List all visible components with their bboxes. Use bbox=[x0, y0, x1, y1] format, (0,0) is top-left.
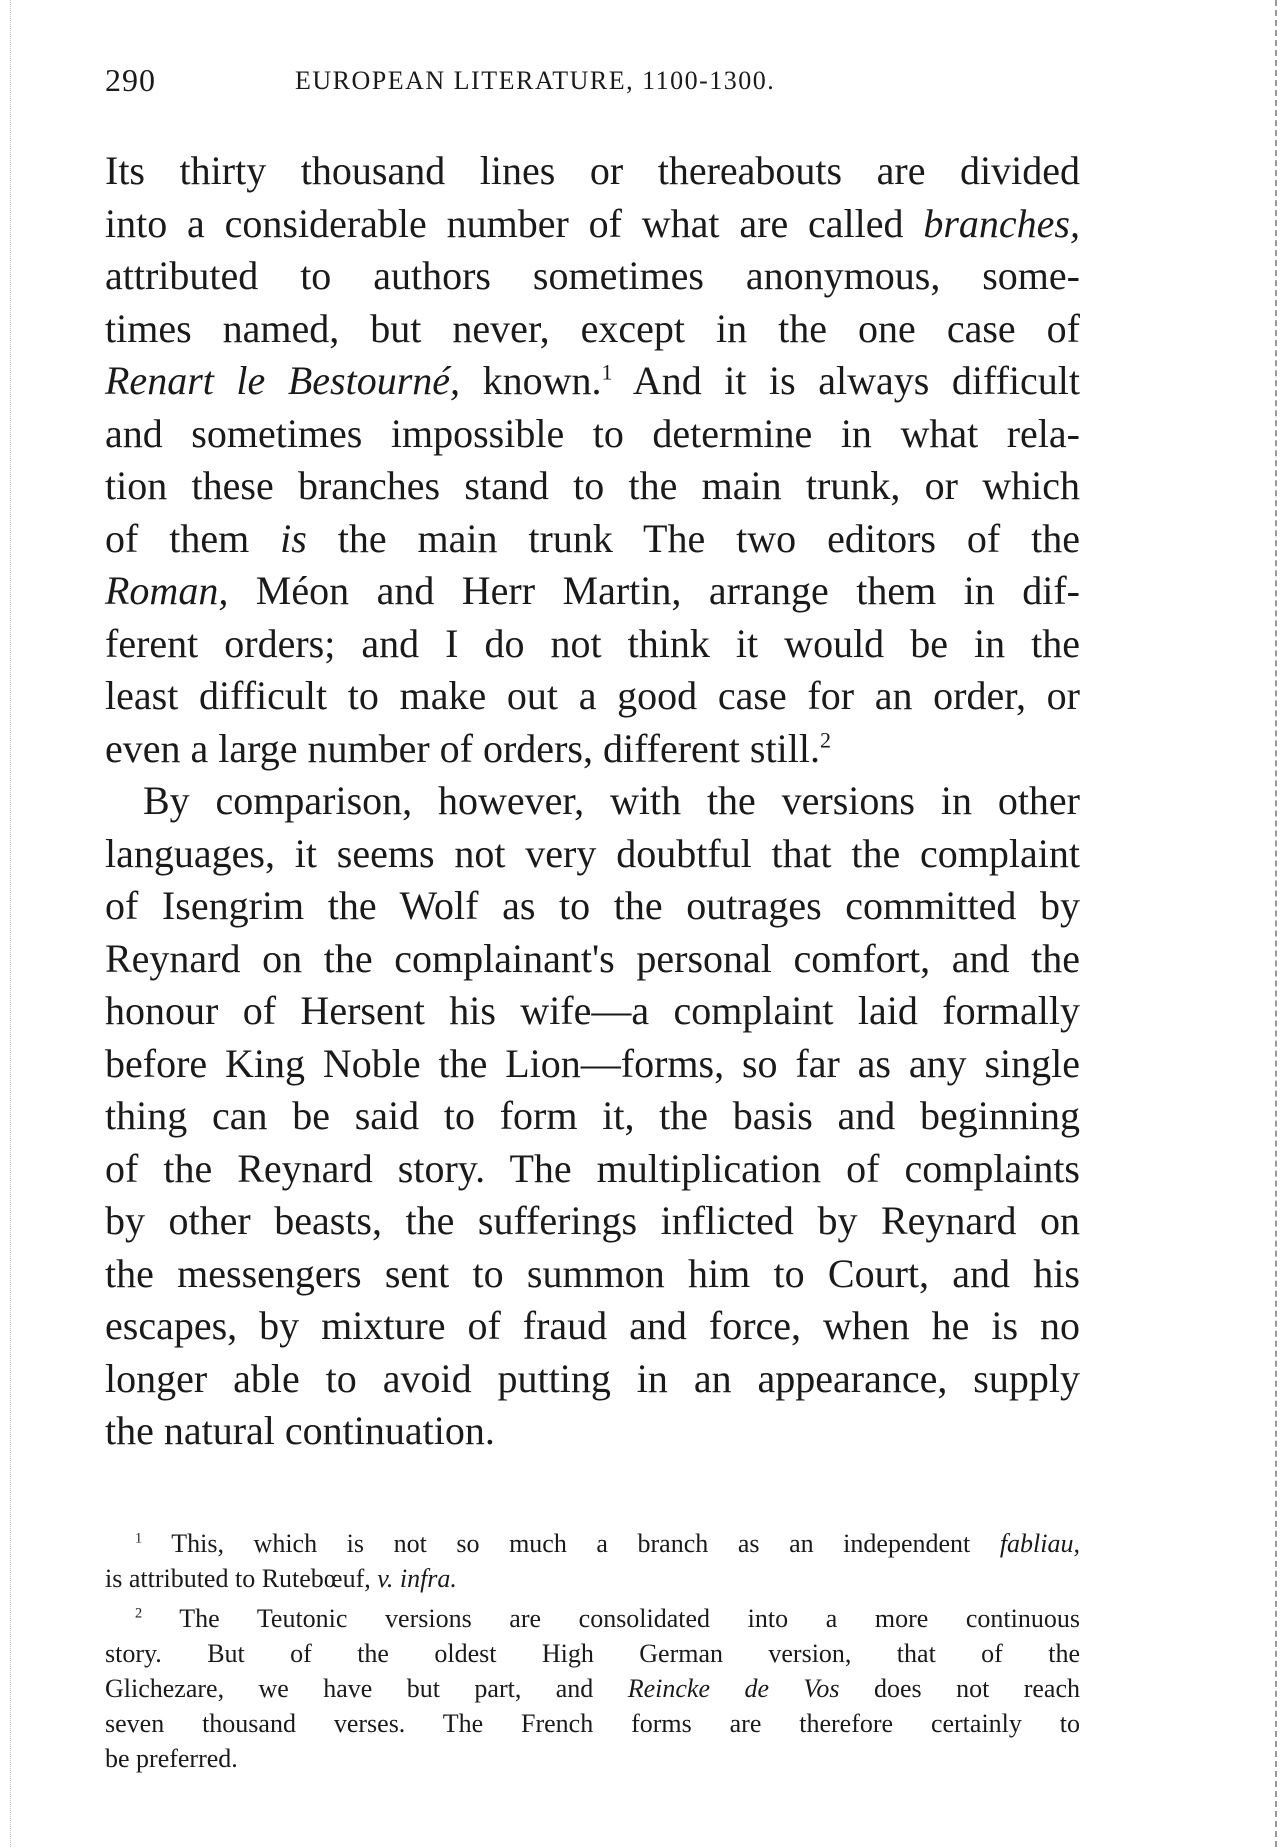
footnote-2 bbox=[105, 1601, 1080, 1776]
text-line: into a considerable number of what are called branches, bbox=[105, 200, 1080, 246]
text-line: languages, it seems not very doubtful that the complaint bbox=[105, 830, 1080, 876]
text-line: ferent orders; and I do not think it would be in the bbox=[105, 620, 1080, 666]
footnote-line: story. But of the oldest High German version, that of the bbox=[105, 1639, 1080, 1668]
running-title: EUROPEAN LITERATURE, 1100-1300. bbox=[295, 66, 776, 95]
text-line: the natural continuation. bbox=[105, 1408, 495, 1453]
paragraph-1 bbox=[105, 145, 1080, 775]
footnotes bbox=[105, 1526, 1080, 1776]
text-line: Its thirty thousand lines or thereabouts are divided bbox=[105, 148, 1080, 193]
footnote-line: $^1$ This, which is not so much a branch as an independent fabliau, bbox=[135, 1529, 1080, 1558]
page-number: 290 bbox=[105, 62, 156, 98]
italic-word: is bbox=[280, 515, 307, 561]
italic-term: fabliau, bbox=[999, 1529, 1080, 1558]
text-line: least difficult to make out a good case for an order, or bbox=[105, 673, 1080, 718]
italic-term: branches, bbox=[923, 200, 1080, 246]
text-line: attributed to authors sometimes anonymous, some- bbox=[105, 253, 1080, 298]
text-line: by other beasts, the sufferings inflicted by Reynard on bbox=[105, 1198, 1080, 1243]
footnote-marker-2: 2 bbox=[135, 1605, 143, 1622]
body-text bbox=[105, 145, 1080, 1458]
text-line: the messengers sent to summon him to Court, and his bbox=[105, 1250, 1080, 1296]
italic-title: Reincke de Vos bbox=[627, 1674, 840, 1703]
text-line: honour of Hersent his wife—a complaint laid formally bbox=[105, 988, 1080, 1033]
text-line: Reynard on the complainant's personal comfort, and the bbox=[105, 935, 1080, 981]
footnote-line: be preferred. bbox=[105, 1744, 238, 1773]
text-line: escapes, by mixture of fraud and force, when he is no bbox=[105, 1303, 1080, 1348]
footnote-1 bbox=[105, 1526, 1080, 1596]
italic-term: v. infra. bbox=[377, 1564, 457, 1593]
footnote-line: Glichezare, we have but part, and Reincke de Vos does not reach bbox=[105, 1674, 1080, 1703]
text-line: Roman, Méon and Herr Martin, arrange them in dif- bbox=[105, 568, 1080, 613]
text-line: times named, but never, except in the one case of bbox=[105, 305, 1080, 351]
footnote-line: seven thousand verses. The French forms are therefore certainly to bbox=[105, 1709, 1080, 1738]
text-line: tion these branches stand to the main trunk, or which bbox=[105, 463, 1080, 508]
right-page-edge bbox=[1275, 0, 1277, 1847]
text-line: By comparison, however, with the versions in other bbox=[143, 778, 1080, 823]
text-line: longer able to avoid putting in an appearance, supply bbox=[105, 1355, 1080, 1401]
text-line: of them is the main trunk The two editors of the bbox=[105, 515, 1080, 561]
footnote-line: is attributed to Rutebœuf, v. infra. bbox=[105, 1564, 457, 1593]
text-line: and sometimes impossible to determine in what rela- bbox=[105, 410, 1080, 456]
text-line: Renart le Bestourné, known.$^1$ And it is always difficult bbox=[105, 358, 1080, 403]
text-line: thing can be said to form it, the basis and beginning bbox=[105, 1093, 1080, 1138]
footnote-line: $^2$ The Teutonic versions are consolidated into a more continuous bbox=[135, 1604, 1080, 1633]
footnote-marker-1: 1 bbox=[135, 1530, 143, 1547]
text-line: before King Noble the Lion—forms, so far as any single bbox=[105, 1040, 1080, 1086]
italic-title: Roman, bbox=[105, 568, 229, 613]
text-line: even a large number of orders, different still.$^2$ bbox=[105, 725, 831, 771]
text-line: of Isengrim the Wolf as to the outrages committed by bbox=[105, 883, 1080, 928]
running-head bbox=[105, 62, 1085, 102]
footnote-ref-1: 1 bbox=[601, 359, 613, 385]
left-page-edge bbox=[10, 0, 11, 1847]
text-line: of the Reynard story. The multiplication of complaints bbox=[105, 1145, 1080, 1191]
paragraph-2 bbox=[105, 775, 1080, 1458]
footnote-ref-2: 2 bbox=[819, 727, 831, 753]
italic-title: Renart le Bestourné, bbox=[105, 358, 461, 403]
